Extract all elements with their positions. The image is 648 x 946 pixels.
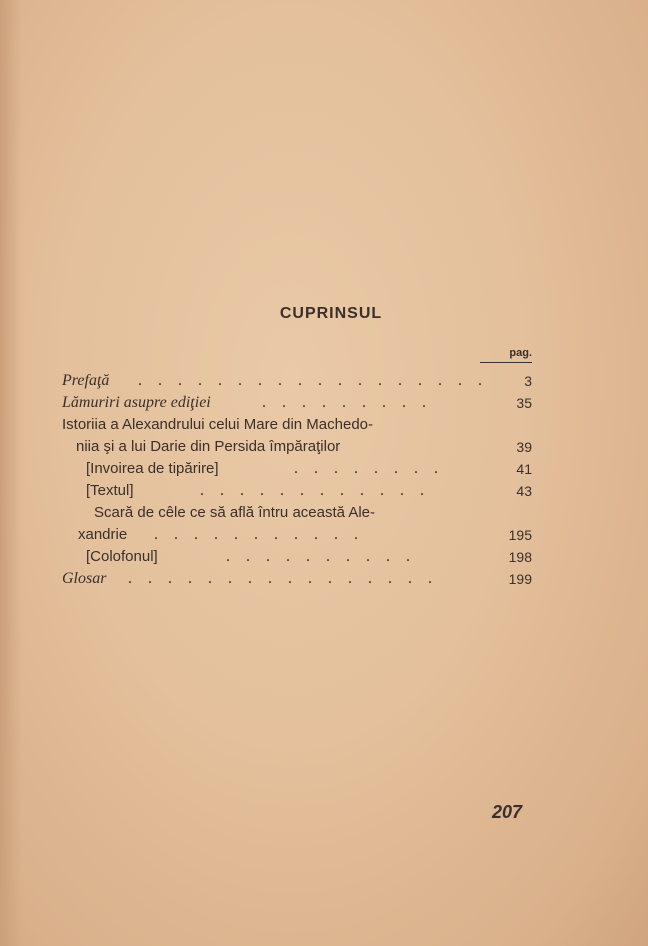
- toc-dot-leader: . . . . . . . . . . . . . . . . . .: [138, 372, 488, 389]
- toc-entry-title: Scară de cêle ce să află întru această Ale-: [94, 504, 375, 521]
- toc-page-number: 43: [516, 483, 532, 499]
- page-folio-number: 207: [492, 802, 523, 822]
- toc-entry-colofonul: [62, 546, 532, 568]
- toc-entry-title: [Invoirea de tipărire]: [86, 460, 219, 477]
- toc-page-number: 39: [516, 439, 532, 455]
- page-column-header: pag.: [480, 347, 532, 363]
- toc-entry-title: [Colofonul]: [86, 548, 158, 565]
- toc-page-number: 35: [516, 395, 532, 411]
- toc-entry-invoirea: [62, 458, 532, 480]
- toc-page-number: 199: [508, 571, 532, 587]
- table-of-contents: [62, 370, 532, 590]
- toc-dot-leader: . . . . . . . .: [294, 460, 444, 477]
- toc-page-number: 198: [508, 549, 532, 565]
- toc-entry-title: Istoriia a Alexandrului celui Mare din Machedo-: [62, 416, 373, 433]
- toc-entry-glosar: [62, 568, 532, 590]
- toc-entry-prefata: [62, 370, 532, 392]
- toc-dot-leader: . . . . . . . . . .: [226, 548, 416, 565]
- toc-entry-title: Lămuriri asupre ediţiei: [62, 394, 211, 411]
- toc-entry-title: xandrie: [78, 526, 128, 543]
- toc-entry-title: Prefaţă: [62, 372, 110, 389]
- toc-page-number: 41: [516, 461, 532, 477]
- toc-entry-title: niia şi a lui Darie din Persida împăraţilor: [76, 438, 341, 455]
- toc-dot-leader: . . . . . . . . . . . .: [200, 482, 430, 499]
- toc-entry-istoriia-line-1: [62, 414, 532, 436]
- toc-entry-scara-line-2: [62, 524, 532, 546]
- toc-entry-lamuriri: [62, 392, 532, 414]
- toc-page-number: 3: [524, 373, 532, 389]
- toc-dot-leader: . . . . . . . . .: [262, 394, 432, 411]
- page-edge-shadow: [0, 0, 22, 946]
- toc-dot-leader: . . . . . . . . . . .: [154, 526, 364, 543]
- toc-page-number: 195: [508, 527, 532, 543]
- toc-entry-title: [Textul]: [86, 482, 134, 499]
- toc-entry-title: Glosar: [62, 570, 107, 587]
- toc-dot-leader: . . . . . . . . . . . . . . . .: [128, 570, 438, 587]
- page-title: CUPRINSUL: [279, 305, 383, 322]
- toc-entry-textul: [62, 480, 532, 502]
- toc-entry-istoriia-line-2: [62, 436, 532, 458]
- toc-entry-scara-line-1: [62, 502, 532, 524]
